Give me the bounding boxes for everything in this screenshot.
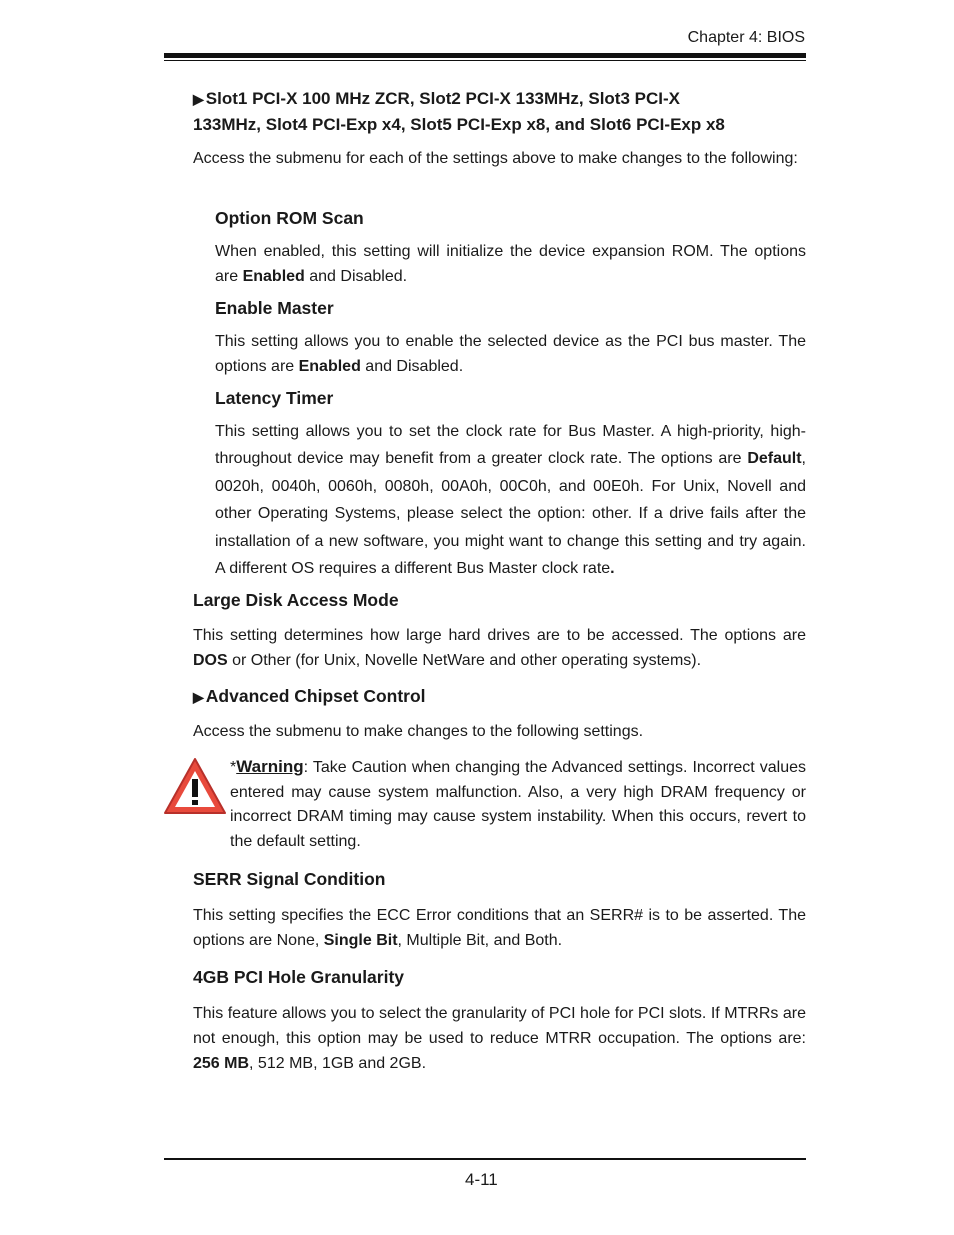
enable-master-text: This setting allows you to enable the selected device as the PCI bus master. The options are Enabled and Disabled. [215,333,806,375]
slot-heading-line2: 133MHz, Slot4 PCI-Exp x4, Slot5 PCI-Exp x8, and Slot6 PCI-Exp x8 [193,115,725,134]
serr-title: SERR Signal Condition [193,869,386,889]
large-disk-text: This setting determines how large hard drives are to be accessed. The options are DOS or Other (for Unix, Novelle NetWare and other operating systems). [193,627,806,669]
page-number: 4-11 [465,1170,498,1189]
pci-hole-text: This feature allows you to select the granularity of PCI hole for PCI slots. If MTRRs are not enough, this option may be used to reduce MTRR occupation. The options are: 256 MB, 512 MB, 1GB and 2GB. [193,1005,806,1072]
warning-triangle-icon [162,756,228,816]
advanced-chipset-intro: Access the submenu to make changes to the following settings. [193,723,644,740]
serr-text: This setting specifies the ECC Error conditions that an SERR# is to be asserted. The options are None, Single Bit, Multiple Bit, and Both. [193,907,806,949]
large-disk-title: Large Disk Access Mode [193,590,399,610]
advanced-chipset-title: ▶ Advanced Chipset Control [193,686,426,706]
triangle-right-icon: ▶ [193,91,204,107]
pci-hole-title: 4GB PCI Hole Granularity [193,967,405,987]
triangle-right-icon: ▶ [193,689,204,705]
footer-rule [164,1158,806,1160]
slot-section-heading [193,86,806,137]
enable-master-title: Enable Master [215,298,334,318]
header-rule-thick [164,53,806,58]
latency-timer-title: Latency Timer [215,388,334,408]
slot-heading-line1: Slot1 PCI-X 100 MHz ZCR, Slot2 PCI-X 133MHz, Slot3 PCI-X [205,89,680,108]
option-rom-title: Option ROM Scan [215,208,364,228]
warning-label: Warning [236,757,304,776]
warning-text: *Warning: Take Caution when changing the Advanced settings. Incorrect values entered may cause system malfunction. Also, a very high DRAM frequency or incorrect DRAM timing may cause system instability. When this occurs, revert to the default setting. [230,757,806,851]
option-rom-text: When enabled, this setting will initialize the device expansion ROM. The options are Enabled and Disabled. [215,243,806,285]
header-rule-thin [164,60,806,61]
slot-section-intro: Access the submenu for each of the settings above to make changes to the following: [193,150,798,167]
chapter-header: Chapter 4: BIOS [687,29,805,46]
latency-timer-text: This setting allows you to set the clock rate for Bus Master. A high-priority, high-throughout device may benefit from a greater clock rate. The options are Default, 0020h, 0040h, 0060h, 0080h, 00A0h, 00C0h, and 00E0h. For Unix, Novell and other Operating Systems, please select the option: other. If a drive fails after the installation of a new software, you might want to change this setting and try again. A different OS requires a different Bus Master clock rate. [215,423,806,578]
